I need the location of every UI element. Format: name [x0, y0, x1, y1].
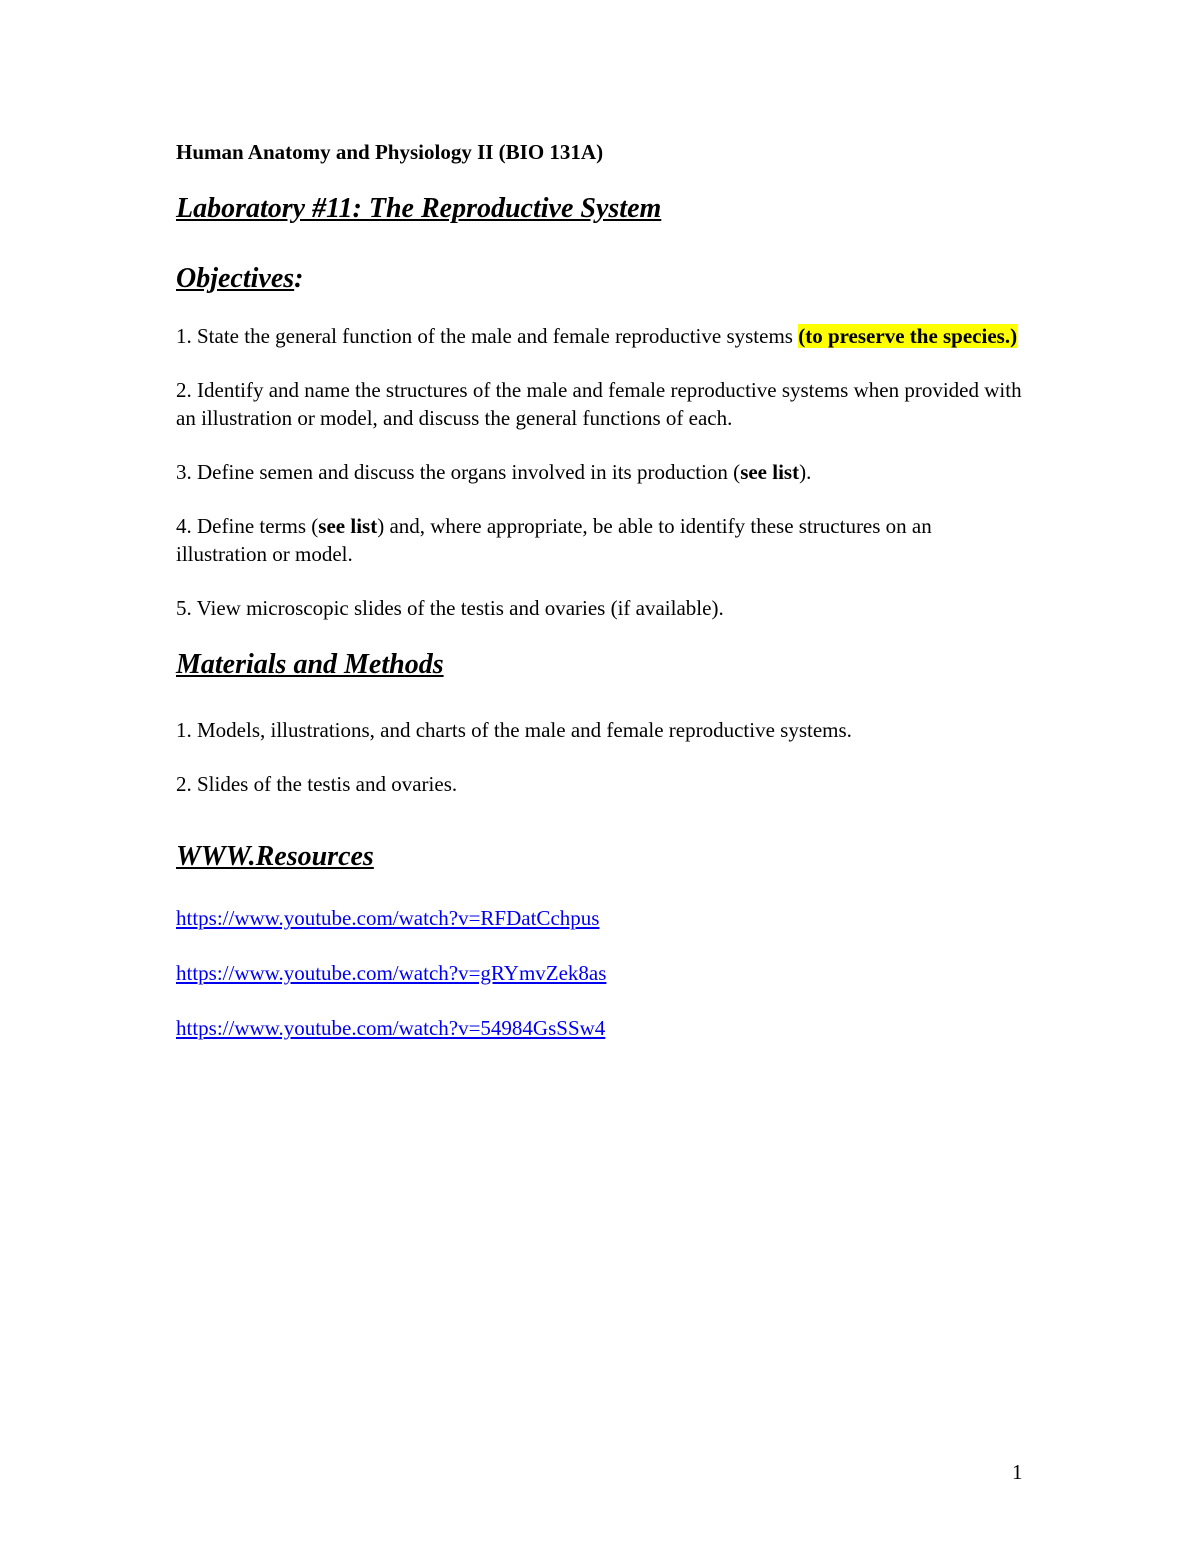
objective-2: 2. Identify and name the structures of the male and female reproductive systems when provided with an illustration or model, and discuss the general functions of each.	[176, 378, 1022, 430]
objective-1-text: 1. State the general function of the male and female reproductive systems	[176, 324, 799, 348]
resource-link-1[interactable]: https://www.youtube.com/watch?v=RFDatCchpus	[176, 906, 600, 930]
objectives-heading-text: Objectives	[176, 263, 295, 294]
objective-1-highlight: (to preserve the species.)	[798, 324, 1018, 348]
objective-4-bold: see list	[318, 514, 378, 538]
objective-4-suffix: ) and, where appropriate, be able to identify these structures on an illustration or model.	[176, 514, 932, 566]
resources-heading	[176, 840, 1026, 874]
material-1: 1. Models, illustrations, and charts of the male and female reproductive systems.	[176, 718, 852, 742]
resource-link-3[interactable]: https://www.youtube.com/watch?v=54984GsSSw4	[176, 1016, 606, 1040]
lab-title: Laboratory #11: The Reproductive System	[176, 193, 662, 224]
document-body	[176, 138, 1026, 1069]
objective-4-text: 4. Define terms (	[176, 514, 319, 538]
objective-1	[176, 322, 1026, 350]
objectives-heading-colon: :	[294, 263, 304, 294]
objective-4	[176, 512, 1026, 568]
material-2: 2. Slides of the testis and ovaries.	[176, 772, 458, 796]
resource-link-2[interactable]: https://www.youtube.com/watch?v=gRYmvZek8as	[176, 961, 607, 985]
page-number: 1	[1012, 1460, 1023, 1484]
objective-5: 5. View microscopic slides of the testis and ovaries (if available).	[176, 596, 724, 620]
objectives-heading	[176, 262, 1026, 296]
resources-heading-text: WWW.Resources	[176, 841, 374, 872]
objective-3-bold: see list	[740, 460, 800, 484]
materials-heading-text: Materials and Methods	[176, 649, 444, 680]
objective-3-suffix: ).	[799, 460, 812, 484]
objective-3-text: 3. Define semen and discuss the organs involved in its production (	[176, 460, 741, 484]
objective-3	[176, 458, 1026, 486]
course-title: Human Anatomy and Physiology II (BIO 131A)	[176, 140, 604, 164]
materials-heading	[176, 648, 1026, 682]
